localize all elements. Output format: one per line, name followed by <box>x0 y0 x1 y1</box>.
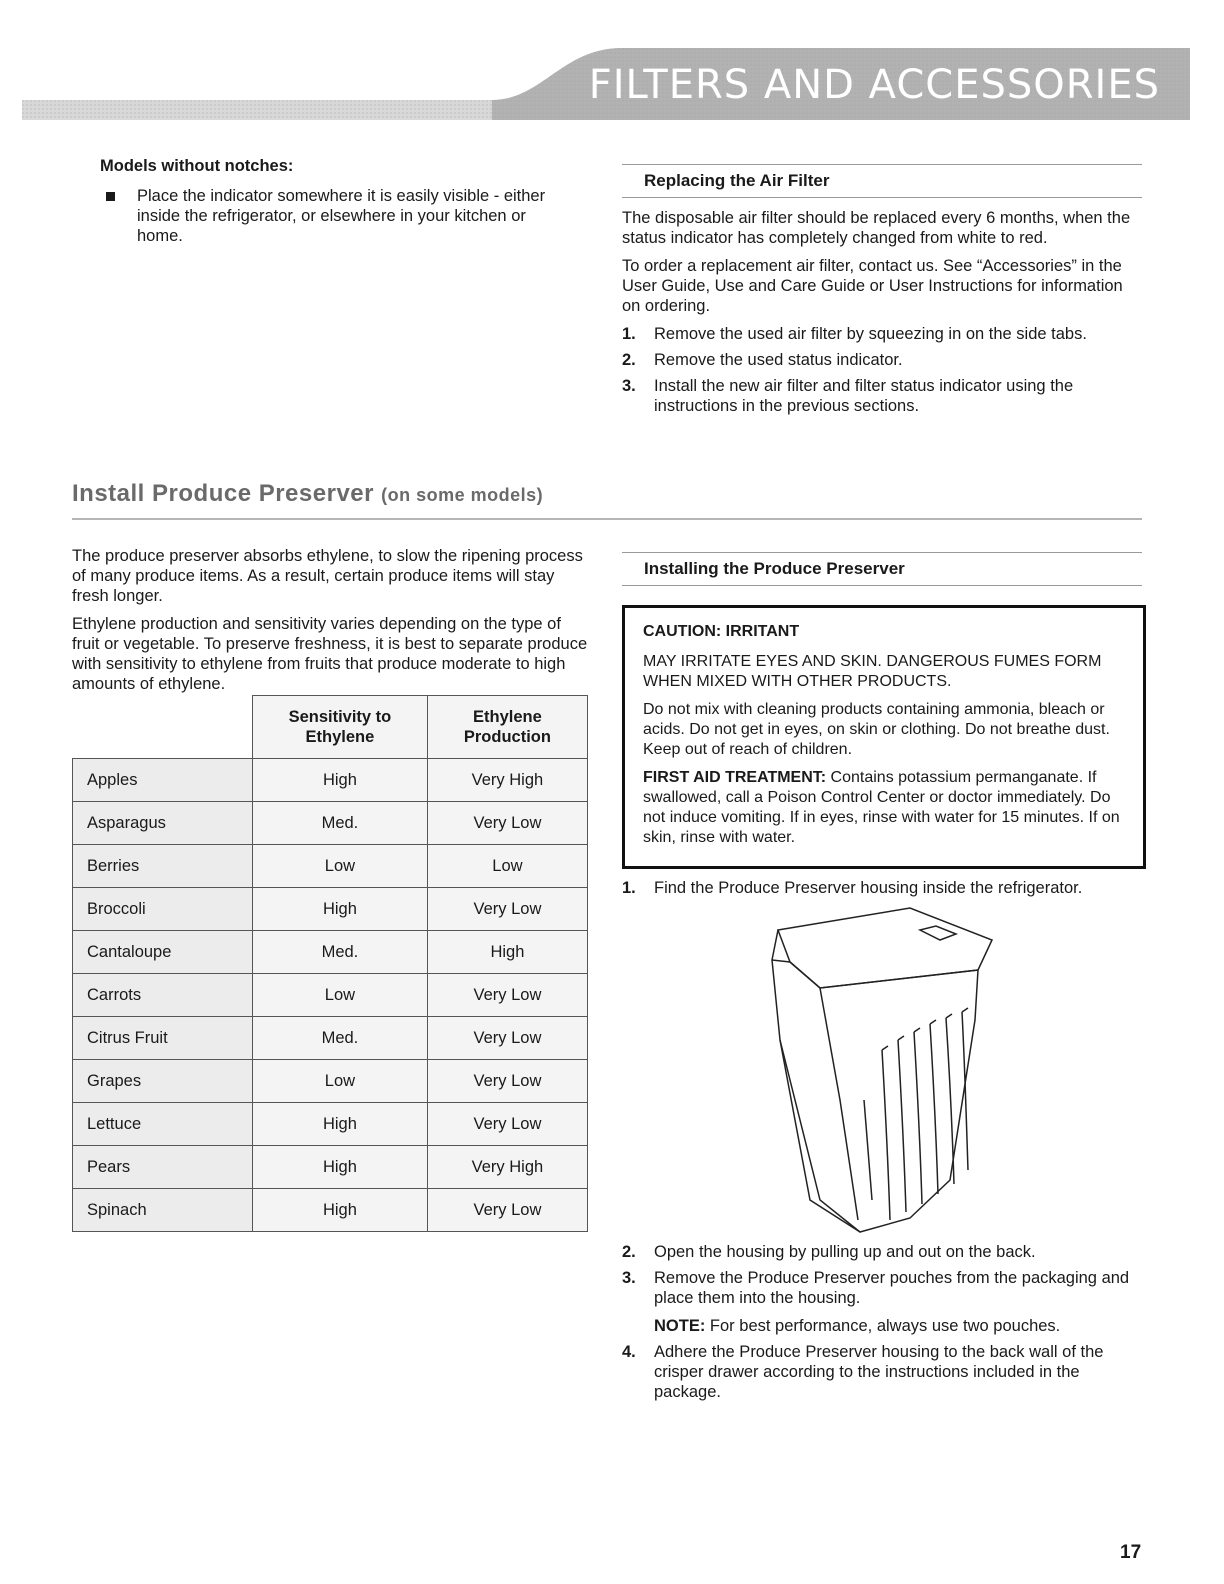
production-cell: Very High <box>427 759 587 802</box>
table-row <box>73 759 588 802</box>
first-aid-text: Contains potassium permanganate. If swallowed, call a Poison Control Center or doctor immediately. Do not induce vomiting. If in eyes, rinse with water for 15 minutes. If on skin, rinse with water. <box>643 769 1120 846</box>
food-cell: Carrots <box>73 974 253 1017</box>
production-cell: Very Low <box>427 1189 587 1232</box>
table-corner <box>73 696 253 759</box>
production-cell: Very Low <box>427 1103 587 1146</box>
table-row <box>73 845 588 888</box>
intro-p1: The produce preserver absorbs ethylene, to slow the ripening process of many produce items. As a result, certain produce items will stay fresh longer. <box>72 547 583 605</box>
header-banner <box>22 48 1190 120</box>
models-heading: Models without notches: <box>100 157 294 175</box>
first-aid <box>643 768 1125 848</box>
food-cell: Berries <box>73 845 253 888</box>
install-steps-bottom <box>622 1242 1142 1408</box>
section-title <box>72 480 1142 520</box>
step-number: 4. <box>622 1343 636 1361</box>
sensitivity-cell: High <box>253 888 428 931</box>
step-number: 2. <box>622 351 636 369</box>
header-sensitivity: Sensitivity to Ethylene <box>253 696 428 759</box>
sensitivity-cell: High <box>253 1189 428 1232</box>
list-item <box>622 878 1142 898</box>
food-cell: Spinach <box>73 1189 253 1232</box>
sensitivity-cell: High <box>253 1103 428 1146</box>
food-cell: Grapes <box>73 1060 253 1103</box>
intro-p2: Ethylene production and sensitivity varies depending on the type of fruit or vegetable. To preserve freshness, it is best to separate produce with sensitivity to ethylene from fruits that produce moderate to high amounts of ethylene. <box>72 615 588 693</box>
produce-intro <box>72 546 588 702</box>
table-row <box>73 1060 588 1103</box>
table-row <box>73 1146 588 1189</box>
sensitivity-cell: High <box>253 759 428 802</box>
food-cell: Pears <box>73 1146 253 1189</box>
bullet-square-icon <box>106 192 115 201</box>
food-cell: Apples <box>73 759 253 802</box>
step-text-wrap <box>654 1268 1142 1336</box>
models-without-notches <box>100 156 570 246</box>
sensitivity-cell: Med. <box>253 1017 428 1060</box>
caution-box <box>622 605 1146 869</box>
step-text: Remove the Produce Preserver pouches from the packaging and place them into the housing. <box>654 1269 1130 1307</box>
production-cell: Very Low <box>427 1060 587 1103</box>
production-cell: Very Low <box>427 802 587 845</box>
air-filter-section <box>622 164 1142 422</box>
production-cell: Low <box>427 845 587 888</box>
install-heading-wrap <box>622 552 1142 596</box>
step-number: 2. <box>622 1243 636 1261</box>
food-cell: Cantaloupe <box>73 931 253 974</box>
air-filter-p2: To order a replacement air filter, contact us. See “Accessories” in the User Guide, Use and Care Guide or User Instructions for information on ordering. <box>622 257 1123 315</box>
bullet-text: Place the indicator somewhere it is easily visible - either inside the refrigerator, or elsewhere in your kitchen or home. <box>137 187 546 245</box>
caution-title: CAUTION: IRRITANT <box>643 623 800 640</box>
install-steps-top <box>622 878 1142 898</box>
production-cell: Very High <box>427 1146 587 1189</box>
caution-p1: MAY IRRITATE EYES AND SKIN. DANGEROUS FUMES FORM WHEN MIXED WITH OTHER PRODUCTS. <box>643 653 1102 690</box>
list-item <box>622 1268 1142 1336</box>
section-title-main: Install Produce Preserver <box>72 480 374 507</box>
step-text: Remove the used status indicator. <box>654 351 903 369</box>
step-text: Install the new air filter and filter status indicator using the instructions in the previous sections. <box>654 377 1074 415</box>
production-cell: Very Low <box>427 888 587 931</box>
sensitivity-cell: Med. <box>253 931 428 974</box>
sensitivity-cell: High <box>253 1146 428 1189</box>
table-row <box>73 802 588 845</box>
table-row <box>73 1103 588 1146</box>
air-filter-p1: The disposable air filter should be replaced every 6 months, when the status indicator has completely changed from white to red. <box>622 209 1131 247</box>
list-item <box>622 350 1142 370</box>
table-row <box>73 1017 588 1060</box>
production-cell: Very Low <box>427 1017 587 1060</box>
note <box>654 1316 1142 1336</box>
section-title-sub: (on some models) <box>381 485 544 505</box>
step-number: 1. <box>622 879 636 897</box>
first-aid-label: FIRST AID TREATMENT: <box>643 769 827 786</box>
table-row <box>73 1189 588 1232</box>
install-steps-list <box>622 1242 1142 1402</box>
step-text: Adhere the Produce Preserver housing to the back wall of the crisper drawer according to the instructions included in the package. <box>654 1343 1104 1401</box>
page-number: 17 <box>1120 1542 1142 1563</box>
sensitivity-cell: Low <box>253 974 428 1017</box>
step-number: 1. <box>622 325 636 343</box>
sensitivity-cell: Low <box>253 1060 428 1103</box>
table-row <box>73 931 588 974</box>
note-text: For best performance, always use two pouches. <box>705 1317 1061 1335</box>
list-item <box>622 1242 1142 1262</box>
sensitivity-cell: Low <box>253 845 428 888</box>
note-label: NOTE: <box>654 1317 706 1335</box>
step-text: Remove the used air filter by squeezing in on the side tabs. <box>654 325 1087 343</box>
production-cell: High <box>427 931 587 974</box>
table-row <box>73 974 588 1017</box>
banner-title: FILTERS AND ACCESSORIES <box>588 62 1160 108</box>
step-text: Find the Produce Preserver housing inside the refrigerator. <box>654 879 1083 897</box>
bullet-item <box>100 186 570 246</box>
food-cell: Asparagus <box>73 802 253 845</box>
header-production: Ethylene Production <box>427 696 587 759</box>
sensitivity-cell: Med. <box>253 802 428 845</box>
food-cell: Citrus Fruit <box>73 1017 253 1060</box>
air-filter-heading: Replacing the Air Filter <box>622 164 1142 198</box>
table-row <box>73 888 588 931</box>
list-item <box>622 376 1142 416</box>
step-text: Open the housing by pulling up and out on the back. <box>654 1243 1036 1261</box>
food-cell: Broccoli <box>73 888 253 931</box>
production-cell: Very Low <box>427 974 587 1017</box>
step-number: 3. <box>622 1269 636 1287</box>
ethylene-table <box>72 695 588 1232</box>
step-number: 3. <box>622 377 636 395</box>
install-heading: Installing the Produce Preserver <box>622 552 1142 586</box>
list-item <box>622 1342 1142 1402</box>
table-header-row <box>73 696 588 759</box>
food-cell: Lettuce <box>73 1103 253 1146</box>
list-item <box>622 324 1142 344</box>
air-filter-steps <box>622 324 1142 416</box>
caution-p2: Do not mix with cleaning products containing ammonia, bleach or acids. Do not get in eyes, on skin or clothing. Do not breathe dust. Keep out of reach of children. <box>643 701 1110 758</box>
produce-preserver-illustration <box>760 900 1010 1240</box>
